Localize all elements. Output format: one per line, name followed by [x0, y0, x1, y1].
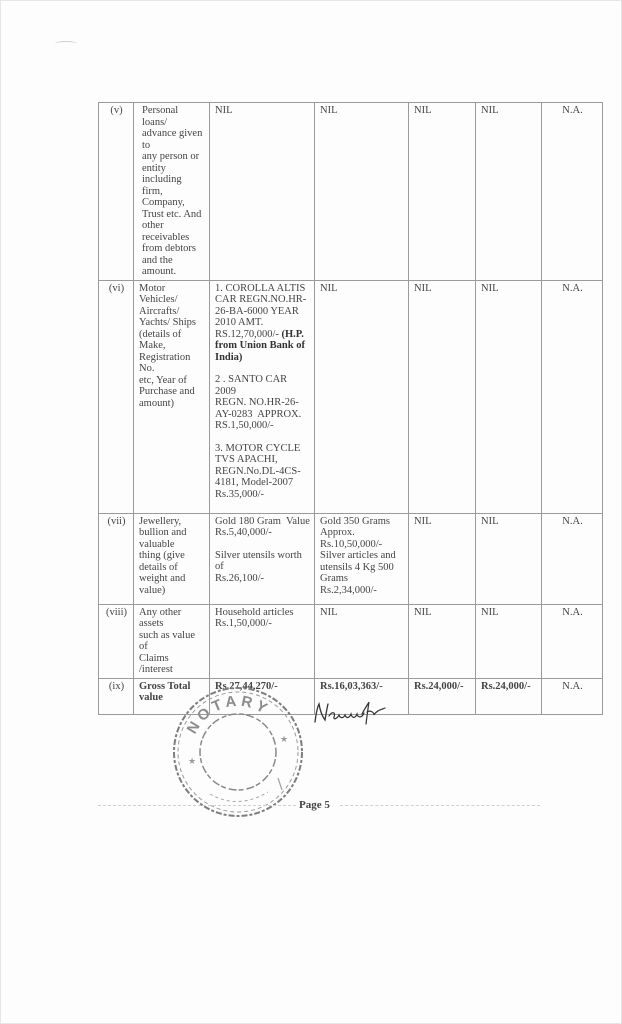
jewellery-details-self: Gold 180 Gram Value Rs.5,40,000/- Silver utensils worth of Rs.26,100/- [210, 513, 315, 604]
gross-total-value: Rs.27,44,270/- [210, 678, 315, 714]
item-description: Personal loans/ advance given to any person or entity including firm, Company, Trust etc. And other receivables from debtors and the amount. [134, 103, 210, 281]
row-number: (vii) [99, 513, 134, 604]
cell-value: NIL [315, 604, 409, 678]
gross-total-value: Rs.24,000/- [476, 678, 542, 714]
cell-value: N.A. [542, 280, 603, 513]
other-assets-details: Household articles Rs.1,50,000/- [210, 604, 315, 678]
page-number: Page 5 [299, 799, 330, 811]
row-number: (ix) [99, 678, 134, 714]
notary-seal [170, 682, 306, 822]
cell-value: N.A. [542, 678, 603, 714]
scan-mark [55, 41, 77, 46]
assets-table [98, 102, 603, 715]
row-number: (v) [99, 103, 134, 281]
cell-value: N.A. [542, 513, 603, 604]
gross-total-value: Rs.24,000/- [409, 678, 476, 714]
cell-value: NIL [315, 103, 409, 281]
table-row [99, 513, 603, 604]
item-description: Jewellery, bullion and valuable thing (give details of weight and value) [134, 513, 210, 604]
cell-value: NIL [210, 103, 315, 281]
item-description: Motor Vehicles/ Aircrafts/ Yachts/ Ships (details of Make, Registration No. etc, Year of Purchase and amount) [134, 280, 210, 513]
svg-text:★: ★ [280, 734, 289, 744]
row-number: (vi) [99, 280, 134, 513]
footer-rule-right [340, 805, 540, 806]
vehicle-details: 1. COROLLA ALTIS CAR REGN.NO.HR- 26-BA-6000 YEAR 2010 AMT. RS.12,70,000/- (H.P. from Union Bank of India) 2 . SANTO CAR 2009 REGN. NO.HR-26- AY-0283 APPROX. RS.1,50,000/- 3. MOTOR CYCLE TVS APACHI, REGN.No.DL-4CS- 4181, Model-2007 Rs.35,000/- [210, 280, 315, 513]
row-number: (viii) [99, 604, 134, 678]
handwritten-signature [312, 698, 390, 728]
cell-value: NIL [409, 513, 476, 604]
svg-text:★: ★ [188, 756, 197, 766]
table-row [99, 280, 603, 513]
footer-rule-left [98, 805, 296, 806]
gross-total-label: Gross Total value [134, 678, 210, 714]
cell-value: NIL [409, 604, 476, 678]
table-row [99, 103, 603, 281]
cell-value: NIL [476, 604, 542, 678]
cell-value: NIL [476, 103, 542, 281]
cell-value: NIL [315, 280, 409, 513]
cell-value: N.A. [542, 103, 603, 281]
cell-value: NIL [409, 103, 476, 281]
cell-value: NIL [476, 280, 542, 513]
table-row [99, 604, 603, 678]
cell-value: NIL [409, 280, 476, 513]
svg-text:NOTARY: NOTARY [183, 692, 274, 737]
item-description: Any other assets such as value of Claims /interest [134, 604, 210, 678]
cell-value: NIL [476, 513, 542, 604]
cell-value: N.A. [542, 604, 603, 678]
jewellery-details-spouse: Gold 350 Grams Approx. Rs.10,50,000/- Silver articles and utensils 4 Kg 500 Grams Rs.2,34,000/- [315, 513, 409, 604]
gross-total-value: Rs.16,03,363/- [315, 678, 409, 714]
